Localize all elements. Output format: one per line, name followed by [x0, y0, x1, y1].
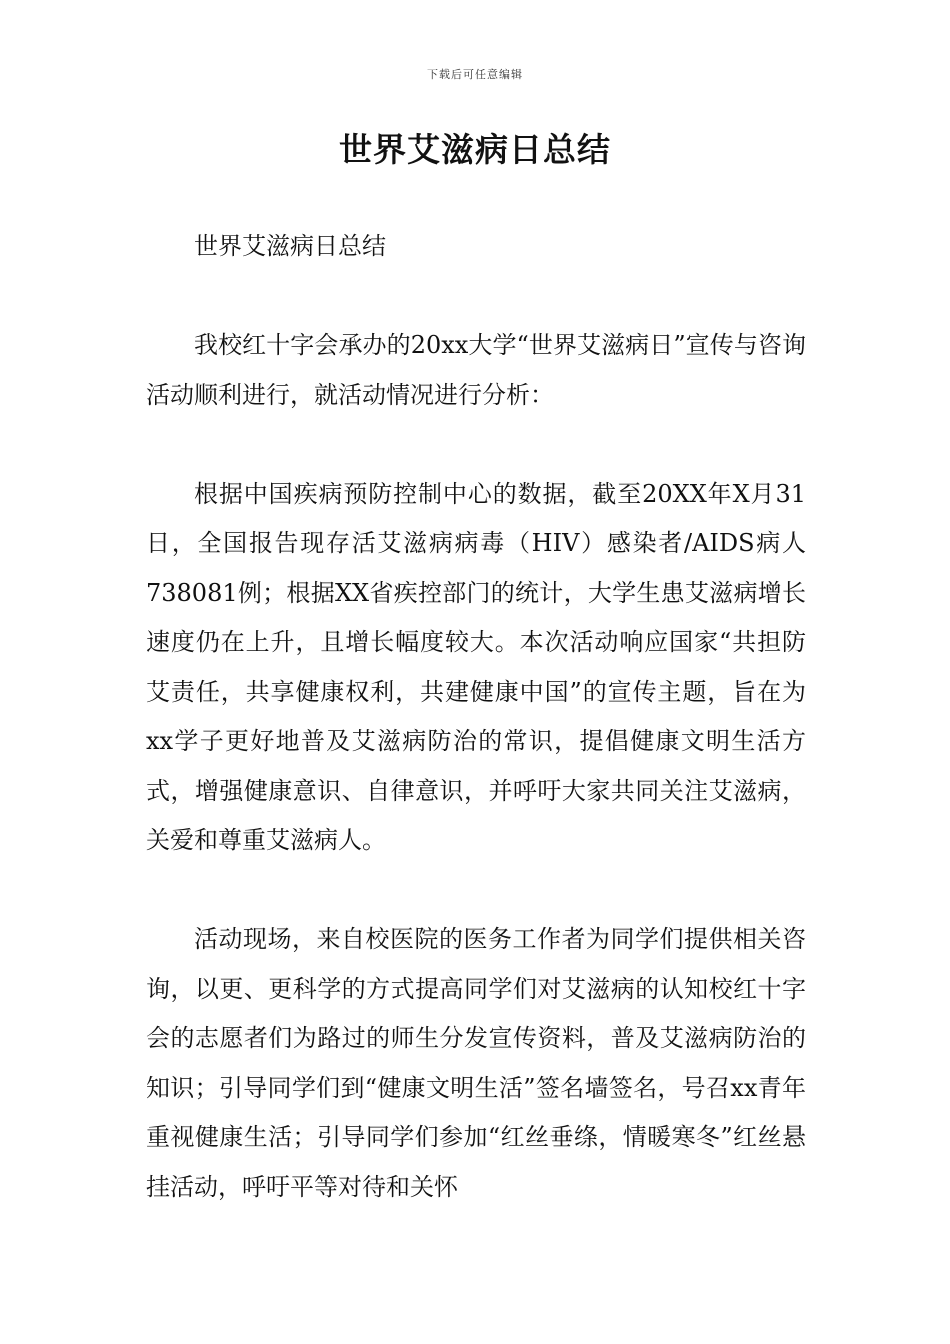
document-body: [146, 222, 806, 1262]
paragraph-subtitle: 世界艾滋病日总结: [194, 232, 386, 260]
paragraph-background: 根据中国疾病预防控制中心的数据，截至20XX年X月31日，全国报告现存活艾滋病病毒（HIV）感染者/AIDS病人738081例；根据XX省疾控部门的统计，大学生患艾滋病增长速度仍在上升，且增长幅度较大。本次活动响应国家“共担防艾责任，共享健康权利，共建健康中国”的宣传主题，旨在为xx学子更好地普及艾滋病防治的常识，提倡健康文明生活方式，增强健康意识、自律意识，并呼吁大家共同关注艾滋病，关爱和尊重艾滋病人。: [146, 479, 806, 854]
header-note: 下载后可任意编辑: [427, 68, 523, 81]
document-title: 世界艾滋病日总结: [339, 130, 611, 169]
paragraph-activity: 活动现场，来自校医院的医务工作者为同学们提供相关咨询，以更、更科学的方式提高同学们对艾滋病的认知校红十字会的志愿者们为路过的师生分发宣传资料，普及艾滋病防治的知识；引导同学们到“健康文明生活”签名墙签名，号召xx青年重视健康生活；引导同学们参加“红丝垂绦，情暖寒冬”红丝悬挂活动，呼吁平等对待和关怀: [146, 925, 806, 1201]
paragraph-intro: 我校红十字会承办的20xx大学“世界艾滋病日”宣传与咨询活动顺利进行，就活动情况进行分析：: [146, 331, 806, 409]
